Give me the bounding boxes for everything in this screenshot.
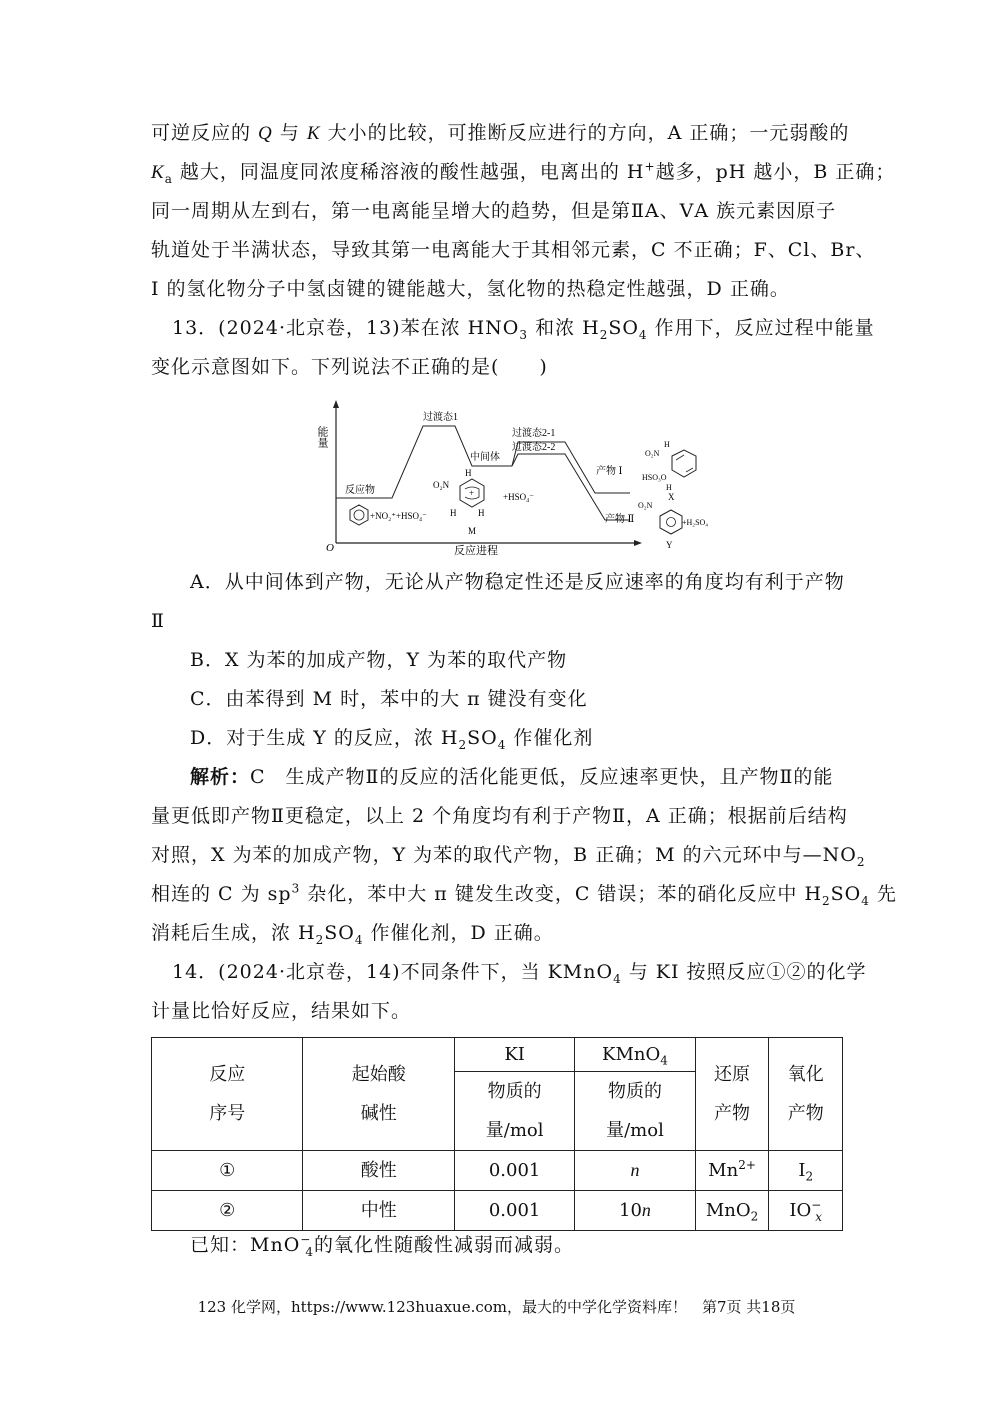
- x-label: X: [668, 492, 675, 502]
- m-h3: H: [478, 508, 485, 518]
- m-label: M: [468, 526, 477, 536]
- reactant-label: 反应物: [345, 485, 375, 496]
- table-row: [152, 1191, 843, 1231]
- text-line: 同一周期从左到右，第一电离能呈增大的趋势，但是第ⅡA、ⅤA 族元素因原子: [151, 200, 837, 222]
- x-hso4: HSO₃O: [642, 473, 667, 482]
- benzene-aromatic-circle: [354, 510, 364, 520]
- question-14-stem-2: 计量比恰好反应，结果如下。: [151, 1000, 412, 1022]
- energy-diagram: [316, 398, 720, 560]
- reaction-table: [151, 1037, 843, 1231]
- origin-label: O: [326, 542, 334, 554]
- analysis-line-2: 量更低即产物Ⅱ更稳定，以上 2 个角度均有利于产物Ⅱ，A 正确；根据前后结构: [151, 805, 848, 827]
- m-plus-icon: +: [469, 488, 475, 498]
- header-ki: KI: [454, 1038, 574, 1072]
- question-14-stem: 14．(2024·北京卷，14)不同条件下，当 KMnO$_4$ 与 KI 按照反应①②的化学: [172, 961, 867, 986]
- ring-y-circle: [667, 518, 676, 527]
- text-line: I 的氢化物分子中氢卤键的键能越大，氢化物的热稳定性越强，D 正确。: [151, 278, 790, 300]
- text-line: 可逆反应的 Q 与 K 大小的比较，可推断反应进行的方向，A 正确；一元弱酸的: [151, 122, 850, 144]
- x-h2: H: [666, 483, 672, 492]
- header-ki-amount: 物质的 量/mol: [454, 1072, 574, 1151]
- x-axis-arrow: [634, 540, 642, 546]
- option-a-cont: Ⅱ: [151, 610, 165, 632]
- header-kmno4-amount: 物质的 量/mol: [575, 1072, 695, 1151]
- cell-kmno4: n: [575, 1151, 695, 1191]
- option-b: B．X 为苯的加成产物，Y 为苯的取代产物: [190, 649, 568, 671]
- cell-seq: ①: [152, 1151, 303, 1191]
- x-double-bond-2: [686, 468, 693, 472]
- question-13-stem: 13．(2024·北京卷，13)苯在浓 $HNO_3$ 和浓 $H_2SO_4$ 作用下，反应过程中能量: [172, 317, 875, 342]
- energy-curve-path2: [512, 454, 630, 520]
- analysis-line-1: 解析：C 生成产物Ⅱ的反应的活化能更低，反应速率更快，且产物Ⅱ的能: [190, 766, 834, 788]
- y-label: Y: [666, 540, 673, 550]
- table-row: [152, 1151, 843, 1191]
- analysis-line-5: 消耗后生成，浓 $H_2SO_4$ 作催化剂，D 正确。: [151, 922, 554, 947]
- y-axis-label: 能量: [316, 426, 328, 448]
- x-axis-label: 反应进程: [454, 545, 498, 557]
- option-a: A．从中间体到产物，无论从产物稳定性还是反应速率的角度均有利于产物: [190, 571, 845, 593]
- analysis-line-3: 对照，X 为苯的加成产物，Y 为苯的取代产物，B 正确；M 的六元环中与$—NO_2$: [151, 844, 866, 869]
- ts1-label: 过渡态1: [423, 412, 458, 423]
- header-oxidation-product: 氧化 产物: [769, 1038, 843, 1151]
- header-acid: 起始酸 碱性: [303, 1038, 454, 1151]
- reactant-formula: +NO₂⁺+HSO₄⁻: [370, 511, 427, 521]
- table-note: 已知：MnO−$_4$的氧化性随酸性减弱而减弱。: [190, 1232, 574, 1259]
- m-no2: O₂N: [433, 480, 450, 490]
- cell-ki: 0.001: [454, 1151, 574, 1191]
- cell-oxidation: $IO^-_x$: [769, 1191, 843, 1231]
- product1-label: 产物 Ⅰ: [596, 466, 623, 477]
- y-axis-arrow: [333, 400, 339, 408]
- cell-ki: 0.001: [454, 1191, 574, 1231]
- intermediate-label: 中间体: [470, 452, 500, 463]
- x-h: H: [664, 440, 670, 449]
- cell-oxidation: $I_2$: [769, 1151, 843, 1191]
- question-13-stem-2: 变化示意图如下。下列说法不正确的是( ): [151, 356, 548, 378]
- ts22-label: 过渡态2-2: [512, 442, 556, 453]
- page-footer: 123 化学网，https://www.123huaxue.com，最大的中学化学资料库！ 第7页 共18页: [197, 1298, 796, 1316]
- cell-reduction: $Mn^{2+}$: [695, 1151, 769, 1191]
- ring-y: [660, 510, 682, 534]
- cell-acid: 酸性: [303, 1151, 454, 1191]
- cell-acid: 中性: [303, 1191, 454, 1231]
- benzene-ring-reactant: [350, 505, 368, 525]
- header-seq: 反应 序号: [152, 1038, 303, 1151]
- header-reduction-product: 还原 产物: [695, 1038, 769, 1151]
- x-double-bond-1: [676, 455, 684, 460]
- ts21-label: 过渡态2-1: [512, 428, 556, 439]
- m-h1: H: [465, 468, 472, 478]
- option-c: C．由苯得到 M 时，苯中的大 π 键没有变化: [190, 688, 588, 710]
- cell-seq: ②: [152, 1191, 303, 1231]
- option-d: D．对于生成 Y 的反应，浓 $H_2SO_4$ 作催化剂: [190, 727, 594, 752]
- x-no2: O₂N: [645, 449, 660, 458]
- m-h2: H: [450, 508, 457, 518]
- header-kmno4: KMnO$_4$: [575, 1038, 695, 1072]
- analysis-line-4: 相连的 C 为 $sp^3$ 杂化，苯中大 π 键发生改变，C 错误；苯的硝化反应中 $H_2SO_4$ 先: [151, 881, 897, 908]
- cell-kmno4: 10n: [575, 1191, 695, 1231]
- product2-label: 产物 Ⅱ: [605, 514, 635, 525]
- ring-x: [672, 450, 696, 477]
- m-extra: +HSO₄⁻: [503, 492, 534, 502]
- cell-reduction: MnO$_2$: [695, 1191, 769, 1231]
- y-no2: O₂N: [638, 501, 653, 510]
- text-line: 轨道处于半满状态，导致其第一电离能大于其相邻元素，C 不正确；F、Cl、Br、: [151, 239, 876, 261]
- text-line: $K_a$ 越大，同温度同浓度稀溶液的酸性越强，电离出的 H+越多，pH 越小，B 正确；: [151, 159, 896, 186]
- y-extra: +H₂SO₄: [682, 518, 709, 527]
